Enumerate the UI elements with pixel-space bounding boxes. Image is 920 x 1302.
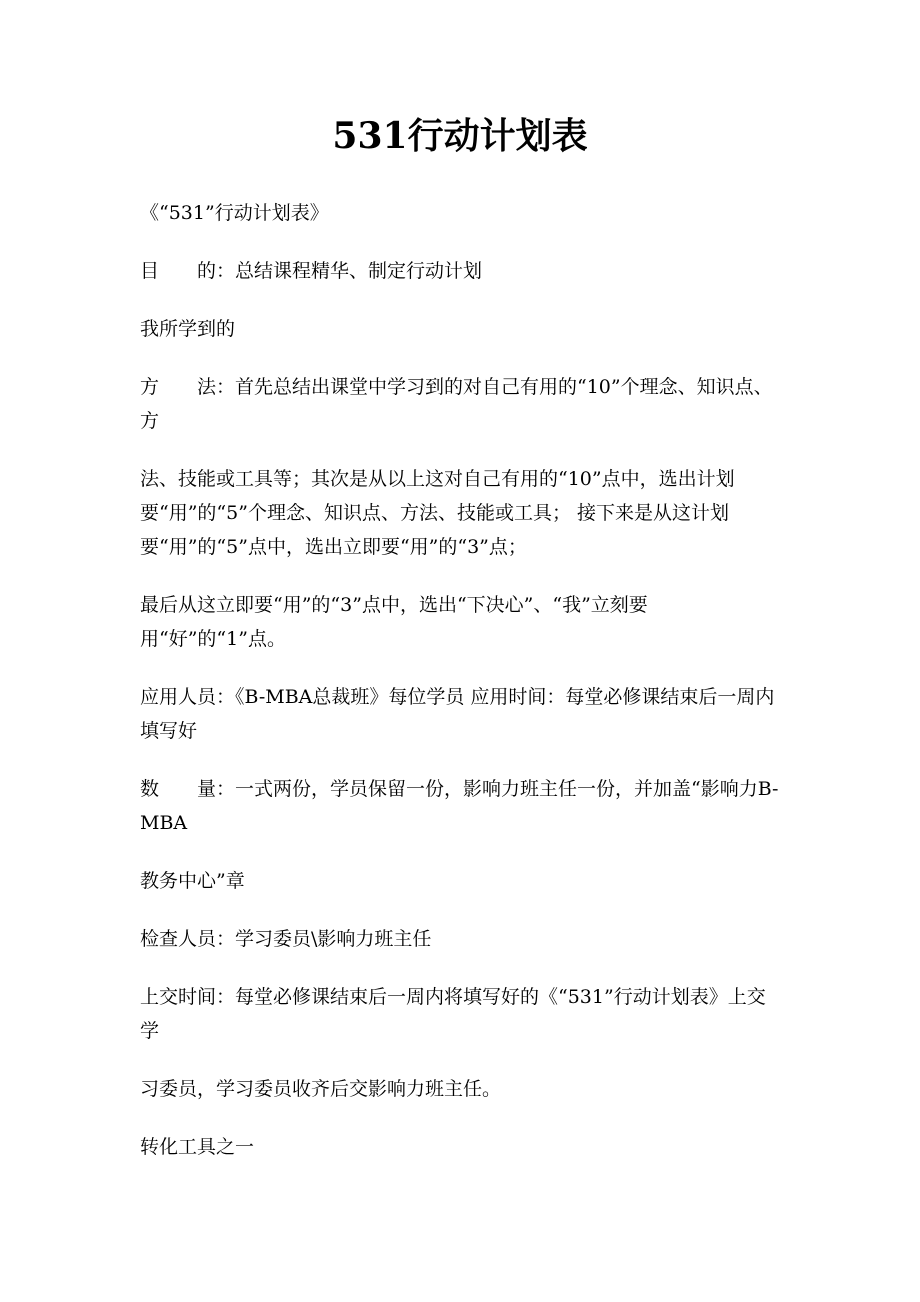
- paragraph-method-steps: 法、技能或工具等；其次是从以上这对自己有用的“10”点中，选出计划要“用”的“5”个理念、知识点、方法、技能或工具； 接下来是从这计划要“用”的“5”点中，选出立即要“用”的“3”点；: [140, 468, 735, 558]
- paragraph-tool-label: 转化工具之一: [140, 1136, 255, 1158]
- paragraph-method-intro: 方 法：首先总结出课堂中学习到的对自己有用的“10”个理念、知识点、方: [140, 376, 773, 432]
- paragraph-purpose: 目 的：总结课程精华、制定行动计划: [140, 260, 483, 282]
- document-body: [140, 196, 782, 1188]
- paragraph-form-name: 《“531”行动计划表》: [140, 202, 329, 224]
- paragraph-users-and-time: 应用人员：《B-MBA总裁班》每位学员 应用时间：每堂必修课结束后一周内填写好: [140, 686, 775, 742]
- paragraph-what-i-learned: 我所学到的: [140, 318, 236, 340]
- paragraph-inspectors: 检查人员：学习委员\影响力班主任: [140, 928, 432, 950]
- paragraph-quantity: 数 量：一式两份，学员保留一份，影响力班主任一份，并加盖“影响力B-MBA: [140, 778, 779, 834]
- paragraph-method-final: 最后从这立即要“用”的“3”点中，选出“下决心”、“我”立刻要用“好”的“1”点。: [140, 594, 648, 650]
- document-title: 531行动计划表: [332, 115, 588, 157]
- paragraph-submission-flow: 习委员，学习委员收齐后交影响力班主任。: [140, 1078, 502, 1100]
- paragraph-submission-time: 上交时间：每堂必修课结束后一周内将填写好的《“531”行动计划表》上交学: [140, 986, 766, 1042]
- paragraph-seal: 教务中心”章: [140, 870, 245, 892]
